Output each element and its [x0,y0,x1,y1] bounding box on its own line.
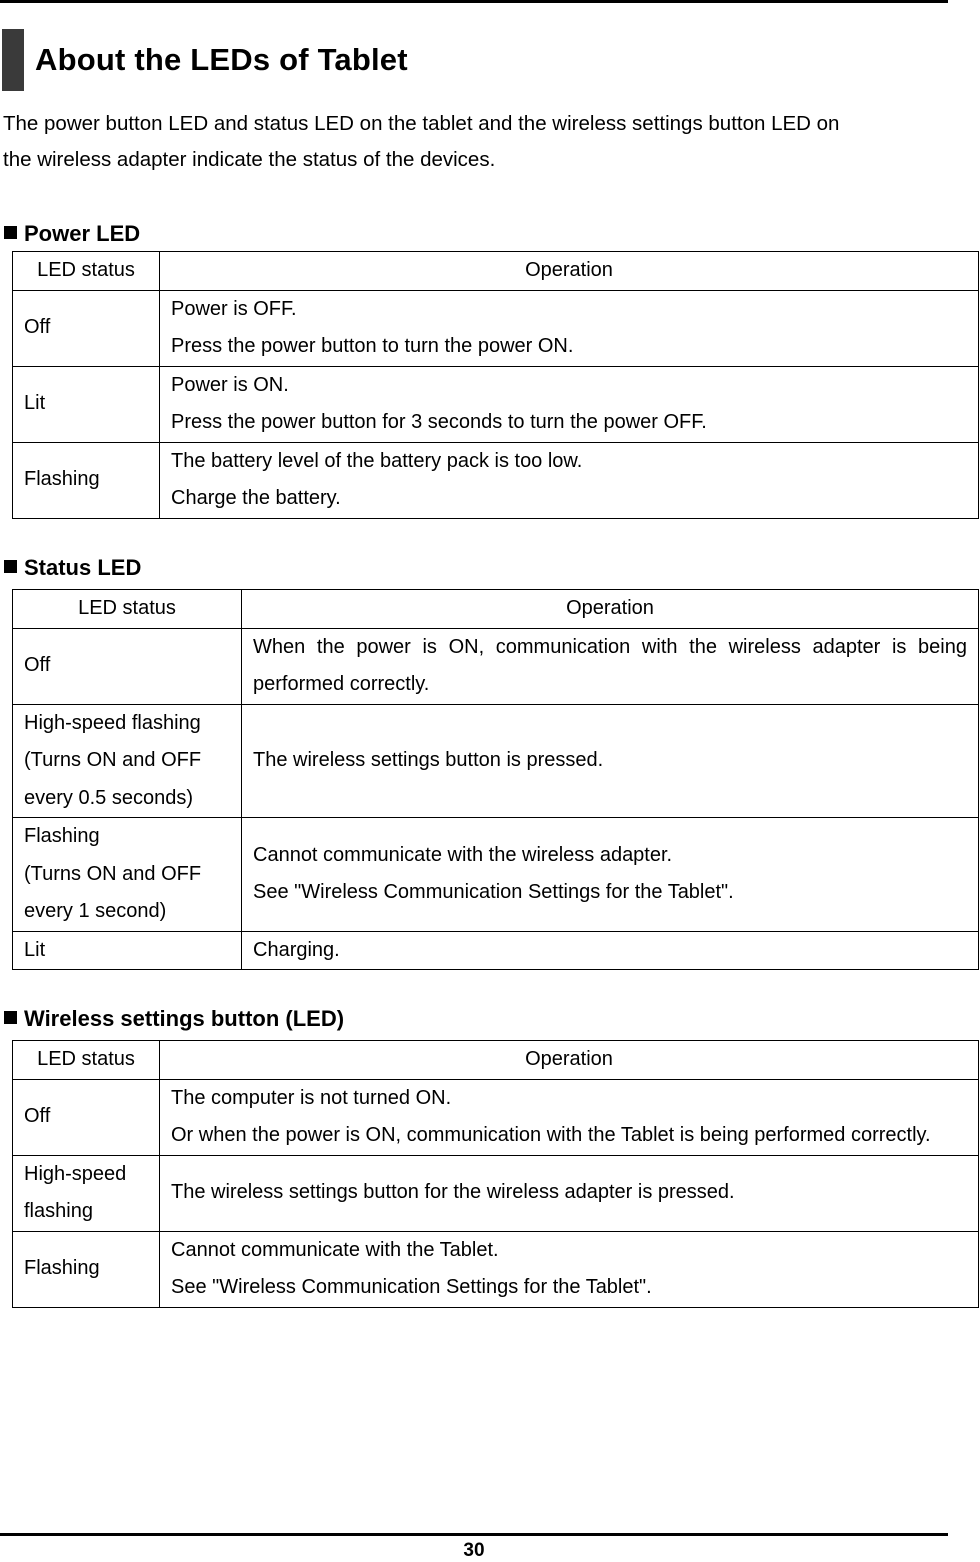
status-text: Flashing [24,825,100,847]
table-header-row [13,252,979,291]
column-header-led-status: LED status [13,590,242,629]
operation-text: Cannot communicate with the wireless adapter. [253,843,673,866]
operation-text: The battery level of the battery pack is too low. [171,449,583,472]
operation-cell [160,1079,979,1155]
footer-rule [0,1533,948,1536]
operation-cell [160,442,979,518]
table-row [13,704,979,818]
operation-text: Power is ON. [171,373,289,396]
table-row [13,818,979,932]
table-row [13,1155,979,1231]
operation-cell [242,628,979,704]
led-status-cell [13,366,160,442]
page-title: About the LEDs of Tablet [35,42,408,77]
table-row [13,1079,979,1155]
page-title-block [2,28,408,92]
status-text: High-speed [24,1162,127,1185]
operation-cell [160,1231,979,1307]
intro-paragraph [3,106,953,178]
led-status-cell [13,628,242,704]
operation-text: The wireless settings button for the wireless adapter is pressed. [171,1181,735,1204]
table-body [13,290,979,518]
top-rule [0,0,948,3]
status-text: High-speed flashing [24,711,201,734]
status-led-table [12,589,979,970]
table-row [13,442,979,518]
section-heading-label: Wireless settings button (LED) [24,1006,345,1031]
wireless-led-table [12,1040,979,1308]
square-bullet-icon [4,1011,17,1024]
operation-text: Charge the battery. [171,487,341,509]
status-text: Off [24,1105,51,1128]
operation-cell [160,1155,979,1231]
table-header-row [13,1041,979,1080]
page-number: 30 [463,1540,485,1561]
table-row [13,290,979,366]
table-header-row [13,590,979,629]
status-text: Flashing [24,468,100,491]
status-text: flashing [24,1200,93,1222]
table-row [13,628,979,704]
status-text: Off [24,654,51,677]
column-header-operation: Operation [160,252,979,291]
led-status-cell [13,1155,160,1231]
power-led-table [12,251,979,519]
status-text: (Turns ON and OFF [24,862,202,885]
status-text: Lit [24,938,46,961]
operation-cell [160,366,979,442]
column-header-operation: Operation [242,590,979,629]
operation-text: See "Wireless Communication Settings for the Tablet". [253,881,734,904]
section-heading-label: Power LED [24,221,141,246]
operation-text: Or when the power is ON, communication with the Tablet is being performed correctly. [171,1124,931,1146]
square-bullet-icon [4,226,17,239]
status-text: Flashing [24,1257,100,1280]
table-body [13,1079,979,1307]
status-text: every 1 second) [24,900,167,922]
section-heading-label: Status LED [24,555,142,580]
operation-text: Cannot communicate with the Tablet. [171,1238,499,1261]
led-status-cell [13,442,160,518]
column-header-operation: Operation [160,1041,979,1080]
operation-text: Charging. [253,938,340,961]
intro-line: The power button LED and status LED on the tablet and the wireless settings button LED on [3,112,840,135]
led-status-cell [13,931,242,970]
led-status-cell [13,704,242,818]
title-accent-bar [2,29,24,91]
operation-text: Press the power button to turn the power ON. [171,335,574,357]
operation-cell [242,931,979,970]
led-status-cell [13,818,242,932]
status-text: Off [24,316,51,339]
status-led-heading [4,554,141,582]
led-status-cell [13,290,160,366]
table-row [13,1231,979,1307]
status-text: (Turns ON and OFF [24,749,202,771]
wireless-led-heading [4,1005,344,1033]
led-status-cell [13,1231,160,1307]
table-row [13,366,979,442]
status-text: Lit [24,392,46,415]
column-header-led-status: LED status [13,252,160,291]
intro-line: the wireless adapter indicate the status of the devices. [3,148,496,171]
table-body [13,628,979,970]
square-bullet-icon [4,560,17,573]
operation-text: The computer is not turned ON. [171,1086,452,1109]
table-row [13,931,979,970]
operation-cell [160,290,979,366]
operation-text: When the power is ON, communication with the wireless adapter is being performed correctly. [253,635,967,695]
column-header-led-status: LED status [13,1041,160,1080]
operation-cell [242,704,979,818]
operation-text: The wireless settings button is pressed. [253,749,604,771]
operation-text: Power is OFF. [171,297,297,320]
operation-text: Press the power button for 3 seconds to turn the power OFF. [171,411,707,433]
operation-cell [242,818,979,932]
power-led-heading [4,220,140,248]
led-status-cell [13,1079,160,1155]
status-text: every 0.5 seconds) [24,786,193,809]
operation-text: See "Wireless Communication Settings for the Tablet". [171,1276,652,1298]
